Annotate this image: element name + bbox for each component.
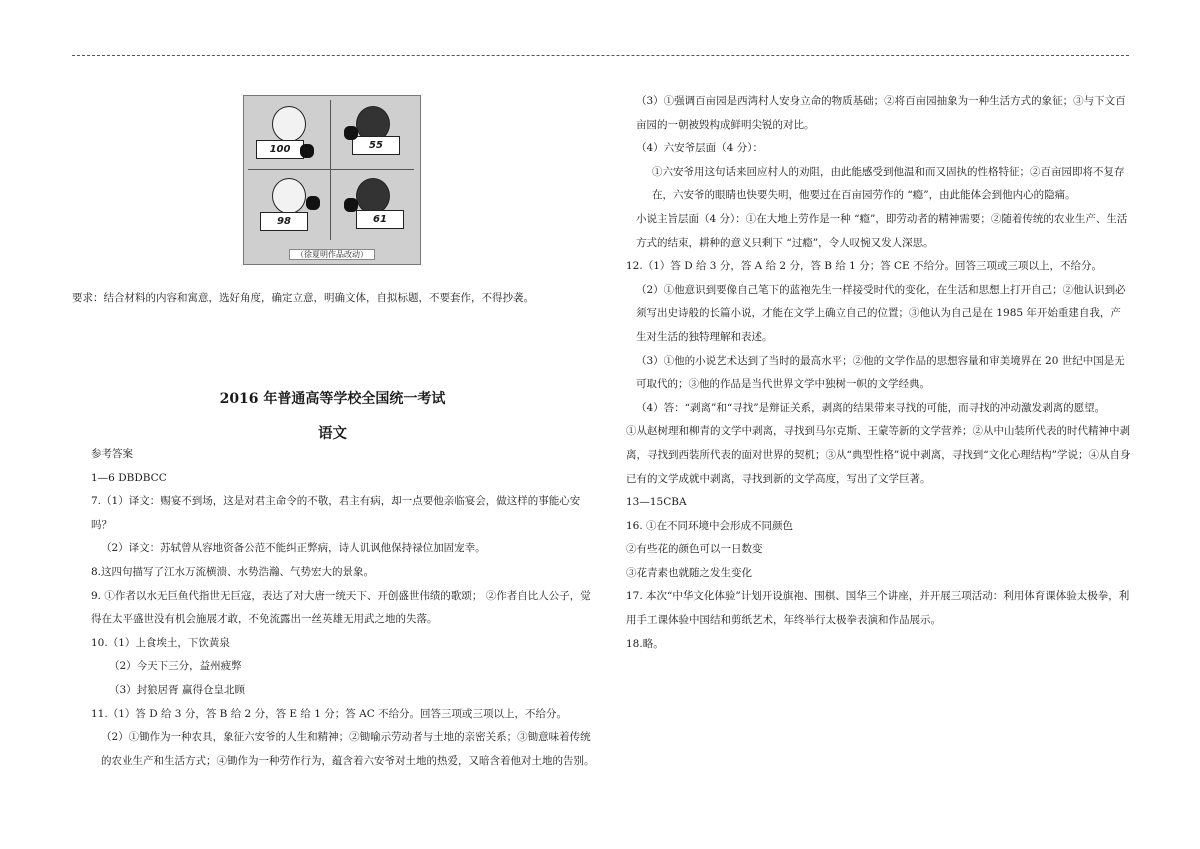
cartoon-face	[272, 178, 306, 214]
answer-line: 16. ①在不同环境中会形成不同颜色	[626, 519, 794, 532]
answer-line: 9. ①作者以水无巨鱼代指世无巨寇，表达了对大唐一统天下、开创盛世伟绩的歌颂； ②作者自比人公子，觉得在太平盛世没有机会施展才敢，不免流露出一丝英雄无用武之地的失落。	[91, 589, 591, 626]
cartoon-sign: 61	[356, 210, 404, 229]
answer-line: 1—6 DBDBCC	[91, 471, 167, 484]
answer-line: 12.（1）答 D 给 3 分，答 A 给 2 分，答 B 给 1 分；答 CE 不给分。回答三项或三项以上，不给分。	[626, 260, 1103, 273]
cartoon-figure	[243, 95, 421, 265]
answer-line: （2）今天下三分，益州疲弊	[109, 660, 242, 673]
cartoon-divider-vertical	[330, 100, 331, 240]
answer-line: ①从赵树理和柳青的文学中剥离，寻找到马尔克斯、王蒙等新的文学营养；②从中山装所代表的时代精神中剥离，寻找到西装所代表的面对世界的契机；③从“典型性格”说中剥离，寻找到“文化心理结构”学说；④从自身已有的文学成就中剥离，寻找到新的文学高度，写出了文学巨著。	[626, 425, 1131, 485]
cartoon-hand	[344, 126, 358, 140]
cartoon-sign: 55	[352, 136, 400, 155]
answer-line: 小说主旨层面（4 分）：①在大地上劳作是一种 “瘾”，即劳动者的精神需要；②随着传统的农业生产、生活方式的结束，耕种的意义只剩下 “过瘾”，令人叹惋又发人深思。	[636, 212, 1128, 249]
answer-line: （3）①他的小说艺术达到了当时的最高水平；②他的文学作品的思想容量和审美境界在 20 世纪中国是无可取代的；③他的作品是当代世界文学中独树一帜的文学经典。	[636, 354, 1125, 391]
answer-line: 10.（1）上食埃土，下饮黄泉	[91, 636, 230, 649]
writing-requirement: 要求：结合材料的内容和寓意，选好角度，确定立意，明确文体，自拟标题，不要套作，不得抄袭。	[72, 292, 534, 304]
left-answers	[91, 443, 601, 773]
answer-line: （4）六安爷层面（4 分）：	[636, 142, 763, 155]
answer-line: （2）译文：苏轼曾从容地资备公范不能纠正弊病，诗人讥讽他保持禄位加固宠幸。	[101, 542, 486, 555]
cartoon-divider-horizontal	[248, 169, 414, 170]
cartoon-caption: （徐夏明作品改动）	[244, 249, 420, 260]
subject-title: 语文	[318, 425, 347, 442]
answer-line: 11.（1）答 D 给 3 分，答 B 给 2 分，答 E 给 1 分；答 AC 不给分。回答三项或三项以上，不给分。	[91, 707, 568, 720]
cartoon-hand	[300, 144, 314, 158]
cartoon-sign: 100	[256, 140, 304, 159]
answer-heading: 参考答案	[91, 448, 133, 460]
cartoon-sign: 98	[260, 212, 308, 231]
answer-line: 8.这四句描写了江水万流横溃、水势浩瀚、气势宏大的景象。	[91, 565, 375, 578]
top-dashed-rule	[72, 55, 1129, 56]
answer-line: ①六安爷用这句话来回应村人的劝阻，由此能感受到他温和而又固执的性格特征；②百亩园即将不复存在，六安爷的眼睛也快要失明，他要过在百亩园劳作的 “瘾”，由此能体会到他内心的隐痛。	[652, 165, 1125, 202]
exam-title: 2016 年普通高等学校全国统一考试	[219, 391, 446, 407]
right-answers	[626, 90, 1131, 656]
answer-line: 13—15CBA	[626, 496, 687, 509]
answer-line: （2）①他意识到要像自己笔下的蓝袍先生一样接受时代的变化，在生活和思想上打开自己；②他认识到必须写出史诗般的长篇小说，才能在文学上确立自己的位置；③他认为自己是在 1985 年开始重建自我，产生对生活的独特理解和表述。	[636, 283, 1126, 343]
answer-line: （3）①强调百亩园是西湾村人安身立命的物质基础；②将百亩园抽象为一种生活方式的象征；③与下文百亩园的一朝被毁构成鲜明尖锐的对比。	[636, 95, 1126, 131]
cartoon-hand	[344, 198, 358, 212]
cartoon-hand	[306, 196, 320, 210]
answer-line: ②有些花的颜色可以一日数变	[626, 543, 763, 556]
answer-line: （4）答：“剥离”和“寻找”是辩证关系，剥离的结果带来寻找的可能，而寻找的冲动激发剥离的愿望。	[636, 401, 1106, 414]
answer-line: ③花青素也就随之发生变化	[626, 566, 752, 579]
cartoon-face	[356, 178, 390, 214]
answer-line: （3）封狼居胥 赢得仓皇北顾	[109, 683, 246, 696]
cartoon-face	[272, 106, 306, 142]
answer-line: 7.（1）译文：赐宴不到场，这是对君主命令的不敬，君主有病，却一点要他亲临宴会，做这样的事能心安吗？	[91, 495, 581, 531]
answer-line: （2）①锄作为一种农具，象征六安爷的人生和精神；②锄喻示劳动者与土地的亲密关系；③锄意味着传统的农业生产和生活方式；④锄作为一种劳作行为，蕴含着六安爷对土地的热爱，又暗含着他对土地的告别。	[101, 731, 595, 767]
answer-line: 17. 本次“中华文化体验”计划开设旗袍、围棋、国华三个讲座，并开展三项活动：利用体育课体验太极拳，利用手工课体验中国结和剪纸艺术，年终举行太极拳表演和作品展示。	[626, 590, 1130, 627]
answer-line: 18.略。	[626, 637, 664, 650]
